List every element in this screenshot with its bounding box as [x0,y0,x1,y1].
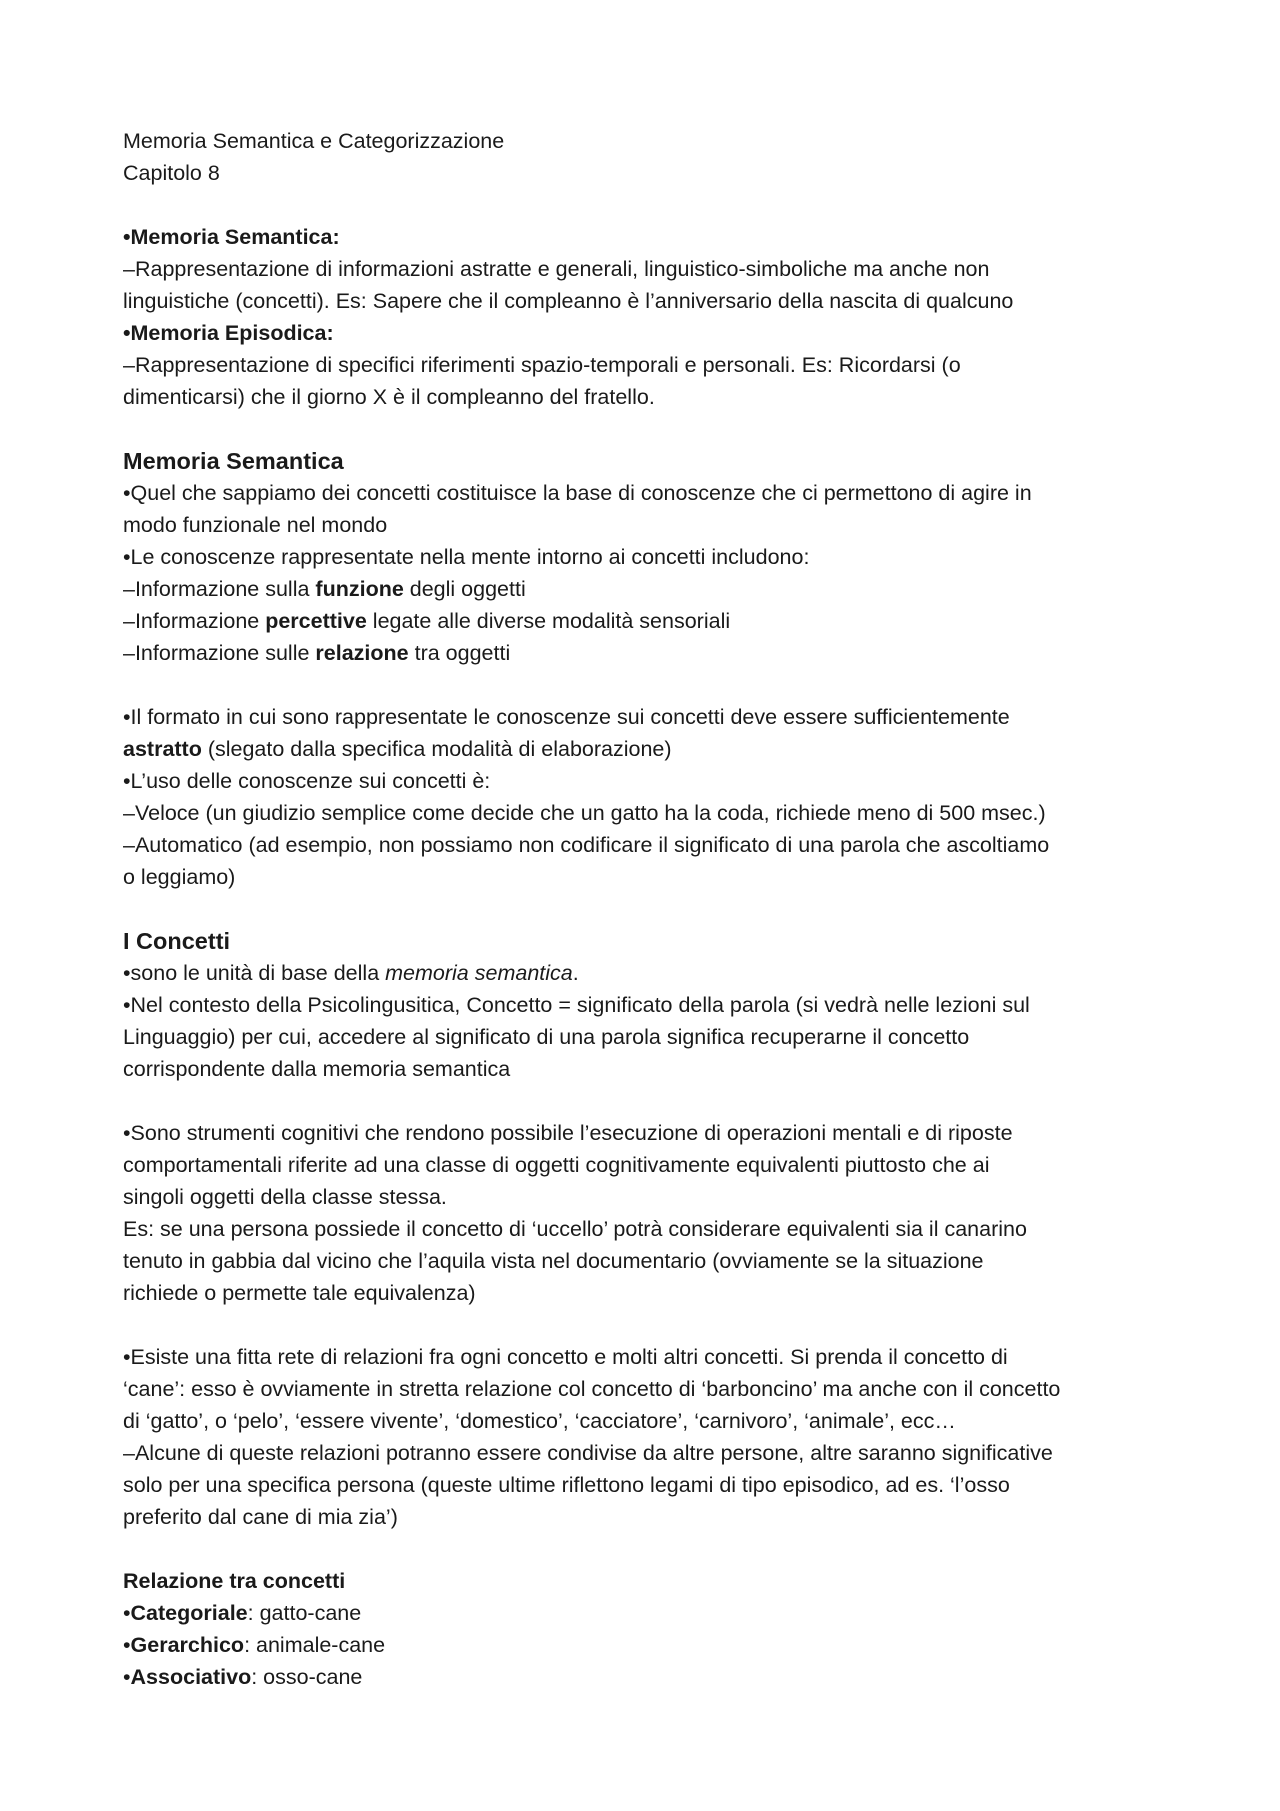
document-page [123,125,1183,1693]
section-heading-relations: Relazione tra concetti [123,1569,346,1593]
list-item-automatic: –Automatico (ad esempio, non possiamo non codificare il significato di una parola che ascoltiamo [123,833,1050,857]
paragraph-line: –Alcune di queste relazioni potranno essere condivise da altre persone, altre saranno significative [123,1441,1053,1465]
spacer [123,1533,1183,1565]
document-title: Memoria Semantica e Categorizzazione [123,129,505,153]
text-run: •sono le unità di base della [123,961,386,985]
relation-type: Associativo [130,1665,252,1689]
text-run: (slegato dalla specifica modalità di elaborazione) [201,737,672,761]
paragraph-line: •Nel contesto della Psicolingusitica, Concetto = significato della parola (si vedrà nelle lezioni sul [123,993,1030,1017]
list-item-function [123,573,1183,605]
relation-example: : animale-cane [244,1633,386,1657]
episodic-memory-desc: dimenticarsi) che il giorno X è il compleanno del fratello. [123,385,655,409]
spacer [123,893,1183,925]
text-run: –Informazione sulla [123,577,316,601]
section-heading-semantic: Memoria Semantica [123,448,344,474]
paragraph-line: comportamentali riferite ad una classe di oggetti cognitivamente equivalenti piuttosto che ai [123,1153,990,1177]
text-run: degli oggetti [403,577,526,601]
paragraph-line: •Sono strumenti cognitivi che rendono possibile l’esecuzione di operazioni mentali e di riposte [123,1121,1013,1145]
spacer [123,1309,1183,1341]
spacer [123,189,1183,221]
relation-example: : gatto-cane [247,1601,362,1625]
text-run: legate alle diverse modalità sensoriali [366,609,731,633]
bold-term: funzione [315,577,404,601]
semantic-memory-label: •Memoria Semantica: [123,225,340,249]
list-item-relation [123,637,1183,669]
relation-type: Categoriale [130,1601,248,1625]
paragraph-line: tenuto in gabbia dal vicino che l’aquila vista nel documentario (ovviamente se la situazione [123,1249,984,1273]
paragraph-line: •Esiste una fitta rete di relazioni fra ogni concetto e molti altri concetti. Si prenda il concetto di [123,1345,1008,1369]
paragraph-line [123,957,1183,989]
list-item-perceptive [123,605,1183,637]
paragraph-line: •L’uso delle conoscenze sui concetti è: [123,769,491,793]
spacer [123,1085,1183,1117]
list-item [123,1597,1183,1629]
list-item [123,1661,1183,1693]
paragraph-line: di ‘gatto’, o ‘pelo’, ‘essere vivente’, ‘domestico’, ‘cacciatore’, ‘carnivoro’, ‘animale’, ecc… [123,1409,956,1433]
paragraph-line: Linguaggio) per cui, accedere al significato di una parola significa recuperarne il concetto [123,1025,970,1049]
bold-term: percettive [265,609,367,633]
bullet: • [123,1665,131,1689]
spacer [123,669,1183,701]
paragraph-line: solo per una specifica persona (queste ultime riflettono legami di tipo episodico, ad es. ‘l’osso [123,1473,1010,1497]
paragraph-line: •Il formato in cui sono rappresentate le conoscenze sui concetti deve essere sufficientemente [123,705,1010,729]
spacer [123,413,1183,445]
paragraph-line: preferito dal cane di mia zia’) [123,1505,398,1529]
paragraph-line: •Quel che sappiamo dei concetti costituisce la base di conoscenze che ci permettono di agire in [123,481,1032,505]
italic-term: memoria semantica [385,961,573,985]
list-item-fast: –Veloce (un giudizio semplice come decide che un gatto ha la coda, richiede meno di 500 msec.) [123,801,1046,825]
list-item [123,1629,1183,1661]
paragraph-line: •Le conoscenze rappresentate nella mente intorno ai concetti includono: [123,545,810,569]
paragraph-line [123,733,1183,765]
relation-type: Gerarchico [130,1633,245,1657]
paragraph-line: modo funzionale nel mondo [123,513,388,537]
episodic-memory-label: •Memoria Episodica: [123,321,334,345]
episodic-memory-desc: –Rappresentazione di specifici riferimenti spazio-temporali e personali. Es: Ricordarsi (o [123,353,961,377]
text-run: –Informazione [123,609,266,633]
paragraph-line: corrispondente dalla memoria semantica [123,1057,511,1081]
semantic-memory-desc: linguistiche (concetti). Es: Sapere che il compleanno è l’anniversario della nascita di qualcuno [123,289,1014,313]
bullet: • [123,1633,131,1657]
paragraph-line: richiede o permette tale equivalenza) [123,1281,476,1305]
paragraph-line: singoli oggetti della classe stessa. [123,1185,447,1209]
bullet: • [123,1601,131,1625]
paragraph-line: ‘cane’: esso è ovviamente in stretta relazione col concetto di ‘barboncino’ ma anche con il concetto [123,1377,1061,1401]
relation-example: : osso-cane [251,1665,363,1689]
text-run: –Informazione sulle [123,641,316,665]
text-run: tra oggetti [408,641,511,665]
text-run: . [572,961,579,985]
section-heading-concepts: I Concetti [123,928,231,954]
list-item-automatic: o leggiamo) [123,865,236,889]
chapter-label: Capitolo 8 [123,161,220,185]
paragraph-line: Es: se una persona possiede il concetto di ‘uccello’ potrà considerare equivalenti sia il canarino [123,1217,1027,1241]
bold-term: astratto [123,737,202,761]
semantic-memory-desc: –Rappresentazione di informazioni astratte e generali, linguistico-simboliche ma anche non [123,257,990,281]
bold-term: relazione [315,641,409,665]
